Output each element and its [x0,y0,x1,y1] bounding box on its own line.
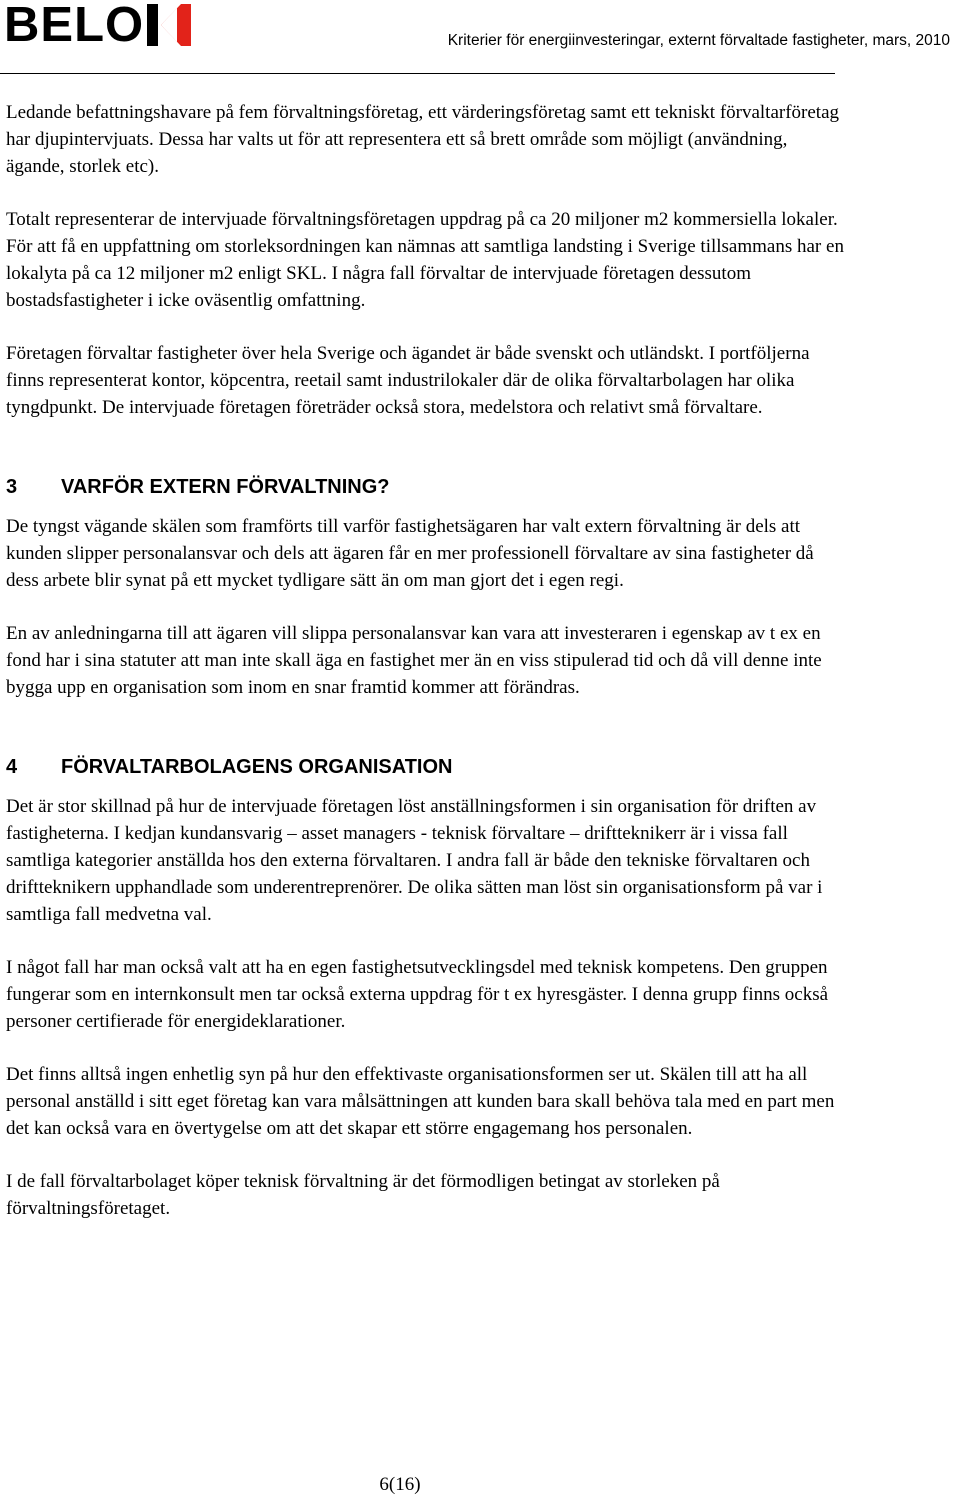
header-divider [0,73,835,74]
section-4-number: 4 [6,756,18,778]
section-3-title: VARFÖR EXTERN FÖRVALTNING? [61,476,390,498]
logo-k-mark-icon [147,4,191,46]
section-4-title: FÖRVALTARBOLAGENS ORGANISATION [61,756,453,778]
section-4-paragraph: I något fall har man också valt att ha en egen fastighetsutvecklingsdel med teknisk kompetens. Den gruppen fungerar som en internkonsult men tar också externa uppdrag för t ex hyresgäster. I denna grupp finns också personer certifierade för energideklarationer. [6,957,829,1032]
section-4-paragraph: I de fall förvaltarbolaget köper teknisk förvaltning är det förmodligen betingat av storleken på förvaltningsföretaget. [6,1171,720,1219]
section-3-number: 3 [6,476,18,498]
belok-logo [4,0,191,52]
main-content [6,99,846,1222]
intro-paragraph: Totalt representerar de intervjuade förvaltningsföretagen uppdrag på ca 20 miljoner m2 kommersiella lokaler. För att få en uppfattning om storleksordningen kan nämnas att samtliga landsting i Sverige tillsammans har en lokalyta på ca 12 miljoner m2 enligt SKL. I några fall förvaltar de intervjuade företagen dessutom bostadsfastigheter i icke oväsentlig omfattning. [6,209,844,311]
header-title: Kriterier för energiinvesteringar, externt förvaltade fastigheter, mars, 2010 [447,32,950,49]
logo-text: BELO [4,0,145,52]
section-4-paragraph: Det är stor skillnad på hur de intervjuade företagen löst anställningsformen i sin organisation för driften av fastigheterna. I kedjan kundansvarig – asset managers - teknisk förvaltare – driftteknikerr är i vissa fall samtliga kategorier anställda hos den externa förvaltaren. I andra fall är både den tekniske förvaltaren och driftteknikern upphandlade som underentreprenörer. De olika sätten man löst sin organisationsform på var i samtliga fall medvetna val. [6,796,823,925]
section-3-heading [6,474,846,501]
section-3-paragraph: De tyngst vägande skälen som framförts till varför fastighetsägaren har valt extern förvaltning är dels att kunden slipper personalansvar och dels att ägaren får en mer professionell förvaltare av sina fastigheter då dess arbete blir synat på ett mycket tydligare sätt än om man gjort det i egen regi. [6,516,814,591]
page-number: 6(16) [379,1474,421,1495]
intro-paragraph: Företagen förvaltar fastigheter över hela Sverige och ägandet är både svenskt och utländskt. I portföljerna finns representerat kontor, köpcentra, reetail samt industrilokaler där de olika förvaltarbolagen har olika tyngdpunkt. De intervjuade företagen företräder också stora, medelstora och relativt små förvaltare. [6,343,810,418]
section-4-heading [6,754,846,781]
page-footer [0,1474,960,1496]
section-3-paragraph: En av anledningarna till att ägaren vill slippa personalansvar kan vara att investeraren i egenskap av t ex en fond har i sina statuter att man inte skall äga en fastighet mer än en viss stipulerad tid och då vill denne inte bygga upp en organisation som inom en snar framtid kommer att förändras. [6,623,822,698]
intro-paragraph: Ledande befattningshavare på fem förvaltningsföretag, ett värderingsföretag samt ett tekniskt förvaltarföretag har djupintervjuats. Dessa har valts ut för att representera ett så brett område som möjligt (användning, ägande, storlek etc). [6,102,840,177]
section-4-paragraph: Det finns alltså ingen enhetlig syn på hur den effektivaste organisationsformen ser ut. Skälen till att ha all personal anställd i sitt eget företag kan vara målsättningen att kunden bara skall behöva tala med en part men det kan också vara en övertygelse om att det skapar ett större engagemang hos personalen. [6,1064,835,1139]
